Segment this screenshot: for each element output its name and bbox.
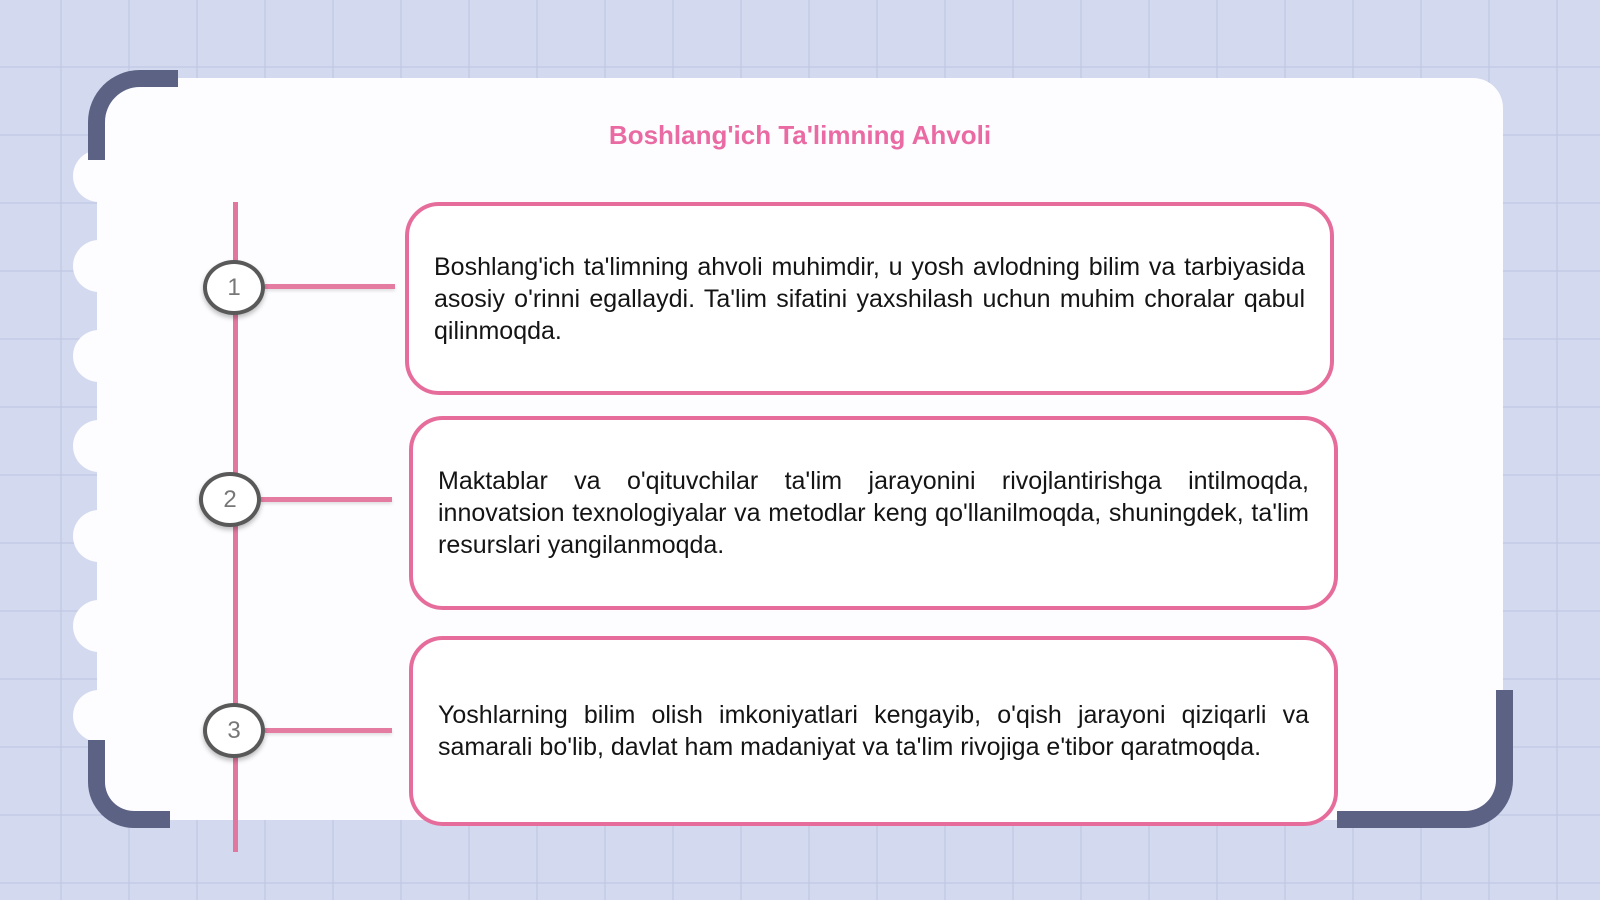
corner-bracket-bottom-left — [88, 740, 170, 828]
corner-bracket-bottom-right — [1337, 690, 1513, 828]
step-number-1: 1 — [203, 260, 265, 315]
sheet-scallop — [73, 240, 125, 292]
step-number-3: 3 — [203, 703, 265, 758]
corner-bracket-top-left — [88, 70, 178, 160]
step-number-2: 2 — [199, 472, 261, 527]
timeline-connector-1 — [265, 284, 395, 289]
sheet-scallop — [73, 690, 125, 742]
step-text-1: Boshlang'ich ta'limning ahvoli muhimdir, u yosh avlodning bilim va tarbiyasida asosiy o'rinni egallaydi. Ta'lim sifatini yaxshilash uchun muhim choralar qabul qilinmoqda. — [434, 252, 1305, 345]
sheet-scallop — [73, 330, 125, 382]
step-card-3 — [409, 636, 1338, 826]
step-card-2 — [409, 416, 1338, 610]
timeline-connector-3 — [265, 728, 392, 733]
step-text-3: Yoshlarning bilim olish imkoniyatlari kengayib, o'qish jarayoni qiziqarli va samarali bo'lib, davlat ham madaniyat va ta'lim rivojiga e'tibor qaratmoqda. — [438, 701, 1309, 761]
sheet-scallop — [73, 600, 125, 652]
step-text-2: Maktablar va o'qituvchilar ta'lim jarayonini rivojlantirishga intilmoqda, innovatsion texnologiyalar va metodlar keng qo'llanilmoqda, shuningdek, ta'lim resurslari yangilanmoqda. — [438, 467, 1309, 559]
timeline-connector-2 — [261, 497, 392, 502]
step-card-1 — [405, 202, 1334, 395]
sheet-scallop — [73, 420, 125, 472]
slide-title: Boshlang'ich Ta'limning Ahvoli — [608, 120, 992, 150]
sheet-scallop — [73, 510, 125, 562]
